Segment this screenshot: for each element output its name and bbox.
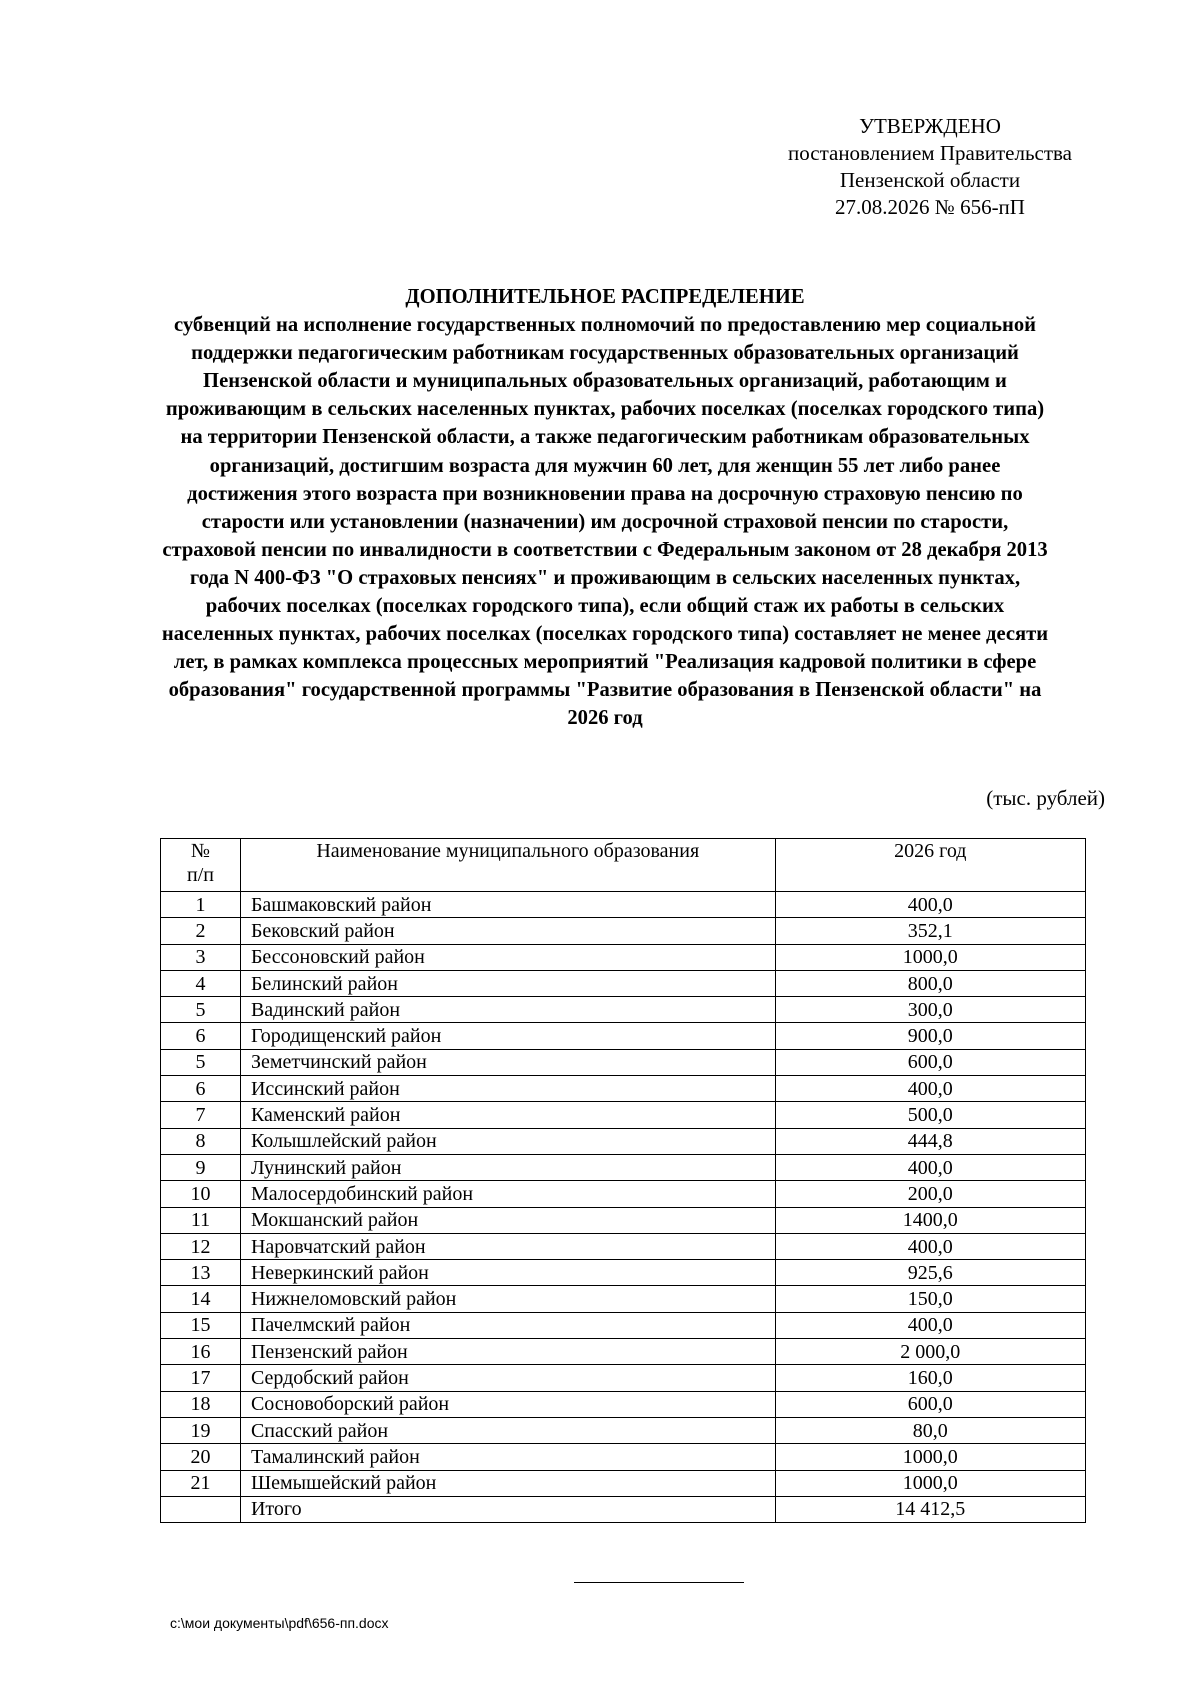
- table-row: [161, 997, 1086, 1023]
- row-number: 5: [161, 997, 241, 1023]
- table-row: [161, 1339, 1086, 1365]
- row-number: [161, 1496, 241, 1522]
- table-body: [161, 892, 1086, 1523]
- row-municipality: Итого: [240, 1496, 775, 1522]
- table-row: [161, 1365, 1086, 1391]
- row-amount: 150,0: [775, 1286, 1085, 1312]
- table-row: [161, 1154, 1086, 1180]
- table-row: [161, 1312, 1086, 1338]
- table-header-row: [161, 839, 1086, 892]
- table-row: [161, 1207, 1086, 1233]
- row-municipality: Иссинский район: [240, 1076, 775, 1102]
- document-title: [155, 283, 1055, 733]
- row-municipality: Вадинский район: [240, 997, 775, 1023]
- table-row: [161, 1233, 1086, 1259]
- row-amount: 14 412,5: [775, 1496, 1085, 1522]
- row-municipality: Белинский район: [240, 970, 775, 996]
- row-number: 16: [161, 1339, 241, 1365]
- row-municipality: Нижнеломовский район: [240, 1286, 775, 1312]
- row-amount: 300,0: [775, 997, 1085, 1023]
- row-municipality: Пензенский район: [240, 1339, 775, 1365]
- row-number: 13: [161, 1260, 241, 1286]
- row-number: 6: [161, 1023, 241, 1049]
- row-number: 20: [161, 1444, 241, 1470]
- footer-file-path: c:\мои документы\pdf\656-пп.docx: [170, 1615, 389, 1631]
- separator-line: [574, 1582, 744, 1583]
- row-municipality: Пачелмский район: [240, 1312, 775, 1338]
- row-number: 11: [161, 1207, 241, 1233]
- row-amount: 1000,0: [775, 1470, 1085, 1496]
- row-municipality: Лунинский район: [240, 1154, 775, 1180]
- row-municipality: Земетчинский район: [240, 1049, 775, 1075]
- row-amount: 400,0: [775, 1233, 1085, 1259]
- row-amount: 1000,0: [775, 944, 1085, 970]
- row-amount: 600,0: [775, 1049, 1085, 1075]
- row-amount: 400,0: [775, 892, 1085, 918]
- table-row: [161, 970, 1086, 996]
- row-municipality: Городищенский район: [240, 1023, 775, 1049]
- table-row: [161, 1023, 1086, 1049]
- row-amount: 1400,0: [775, 1207, 1085, 1233]
- row-municipality: Тамалинский район: [240, 1444, 775, 1470]
- row-municipality: Каменский район: [240, 1102, 775, 1128]
- row-number: 10: [161, 1181, 241, 1207]
- header-year: 2026 год: [775, 839, 1085, 892]
- table-row: [161, 1286, 1086, 1312]
- row-municipality: Колышлейский район: [240, 1128, 775, 1154]
- table-row: [161, 1181, 1086, 1207]
- row-municipality: Малосердобинский район: [240, 1181, 775, 1207]
- table-row: [161, 1444, 1086, 1470]
- row-amount: 925,6: [775, 1260, 1085, 1286]
- row-amount: 2 000,0: [775, 1339, 1085, 1365]
- table-row: [161, 918, 1086, 944]
- row-amount: 444,8: [775, 1128, 1085, 1154]
- row-number: 7: [161, 1102, 241, 1128]
- row-amount: 500,0: [775, 1102, 1085, 1128]
- table-row: [161, 1391, 1086, 1417]
- row-number: 9: [161, 1154, 241, 1180]
- row-number: 21: [161, 1470, 241, 1496]
- row-number: 3: [161, 944, 241, 970]
- row-municipality: Бековский район: [240, 918, 775, 944]
- row-amount: 800,0: [775, 970, 1085, 996]
- header-municipality: Наименование муниципального образования: [240, 839, 775, 892]
- row-municipality: Спасский район: [240, 1417, 775, 1443]
- row-number: 6: [161, 1076, 241, 1102]
- row-number: 15: [161, 1312, 241, 1338]
- row-amount: 80,0: [775, 1417, 1085, 1443]
- row-amount: 400,0: [775, 1154, 1085, 1180]
- row-municipality: Сердобский район: [240, 1365, 775, 1391]
- row-number: 18: [161, 1391, 241, 1417]
- row-number: 1: [161, 892, 241, 918]
- row-municipality: Шемышейский район: [240, 1470, 775, 1496]
- row-amount: 200,0: [775, 1181, 1085, 1207]
- allocation-table: [160, 838, 1086, 1523]
- document-heading: ДОПОЛНИТЕЛЬНОЕ РАСПРЕДЕЛЕНИЕ: [405, 286, 805, 308]
- units-note: (тыс. рублей): [986, 786, 1105, 810]
- table-row: [161, 1128, 1086, 1154]
- row-amount: 352,1: [775, 918, 1085, 944]
- row-municipality: Мокшанский район: [240, 1207, 775, 1233]
- row-amount: 900,0: [775, 1023, 1085, 1049]
- table-row: [161, 1470, 1086, 1496]
- approval-region: Пензенской области: [839, 168, 1021, 192]
- approval-title: УТВЕРЖДЕНО: [859, 114, 1001, 138]
- row-municipality: Башмаковский район: [240, 892, 775, 918]
- table-row: [161, 892, 1086, 918]
- table-row: [161, 1417, 1086, 1443]
- table-row: [161, 1260, 1086, 1286]
- row-number: 8: [161, 1128, 241, 1154]
- row-amount: 400,0: [775, 1076, 1085, 1102]
- table-row: [161, 1076, 1086, 1102]
- document-subtitle: субвенций на исполнение государственных полномочий по предоставлению мер социальной поддержки педагогическим работникам государственных образовательных организаций Пензенской области и муниципальных образовательных организаций, работающим и проживающим в сельских населенных пунктах, рабочих поселках (поселках городского типа) на территории Пензенской области, а также педагогическим работникам образовательных организаций, достигшим возраста для мужчин 60 лет, для женщин 55 лет либо ранее достижения этого возраста при возникновении права на досрочную страховую пенсию по старости или установлении (назначении) им досрочной страховой пенсии по старости, страховой пенсии по инвалидности в соответствии с Федеральным законом от 28 декабря 2013 года N 400-ФЗ "О страховых пенсиях" и проживающим в сельских населенных пунктах, рабочих поселках (поселках городского типа), если общий стаж их работы в сельских населенных пунктах, рабочих поселках (поселках городского типа) составляет не менее десяти лет, в рамках комплекса процессных мероприятий "Реализация кадровой политики в сфере образования" государственной программы "Развитие образования в Пензенской области" на 2026 год: [161, 314, 1049, 730]
- row-number: 4: [161, 970, 241, 996]
- row-municipality: Бессоновский район: [240, 944, 775, 970]
- table-row: [161, 944, 1086, 970]
- approval-stamp: [760, 113, 1100, 221]
- row-municipality: Сосновоборский район: [240, 1391, 775, 1417]
- table-total-row: [161, 1496, 1086, 1522]
- row-number: 17: [161, 1365, 241, 1391]
- row-number: 5: [161, 1049, 241, 1075]
- row-municipality: Наровчатский район: [240, 1233, 775, 1259]
- header-number: № п/п: [161, 839, 241, 892]
- approval-date-number: 27.08.2026 № 656-пП: [835, 195, 1025, 219]
- row-number: 12: [161, 1233, 241, 1259]
- row-amount: 600,0: [775, 1391, 1085, 1417]
- table-row: [161, 1049, 1086, 1075]
- row-number: 19: [161, 1417, 241, 1443]
- row-amount: 160,0: [775, 1365, 1085, 1391]
- row-municipality: Неверкинский район: [240, 1260, 775, 1286]
- row-amount: 400,0: [775, 1312, 1085, 1338]
- row-amount: 1000,0: [775, 1444, 1085, 1470]
- table-row: [161, 1102, 1086, 1128]
- row-number: 14: [161, 1286, 241, 1312]
- approval-authority: постановлением Правительства: [787, 141, 1072, 165]
- row-number: 2: [161, 918, 241, 944]
